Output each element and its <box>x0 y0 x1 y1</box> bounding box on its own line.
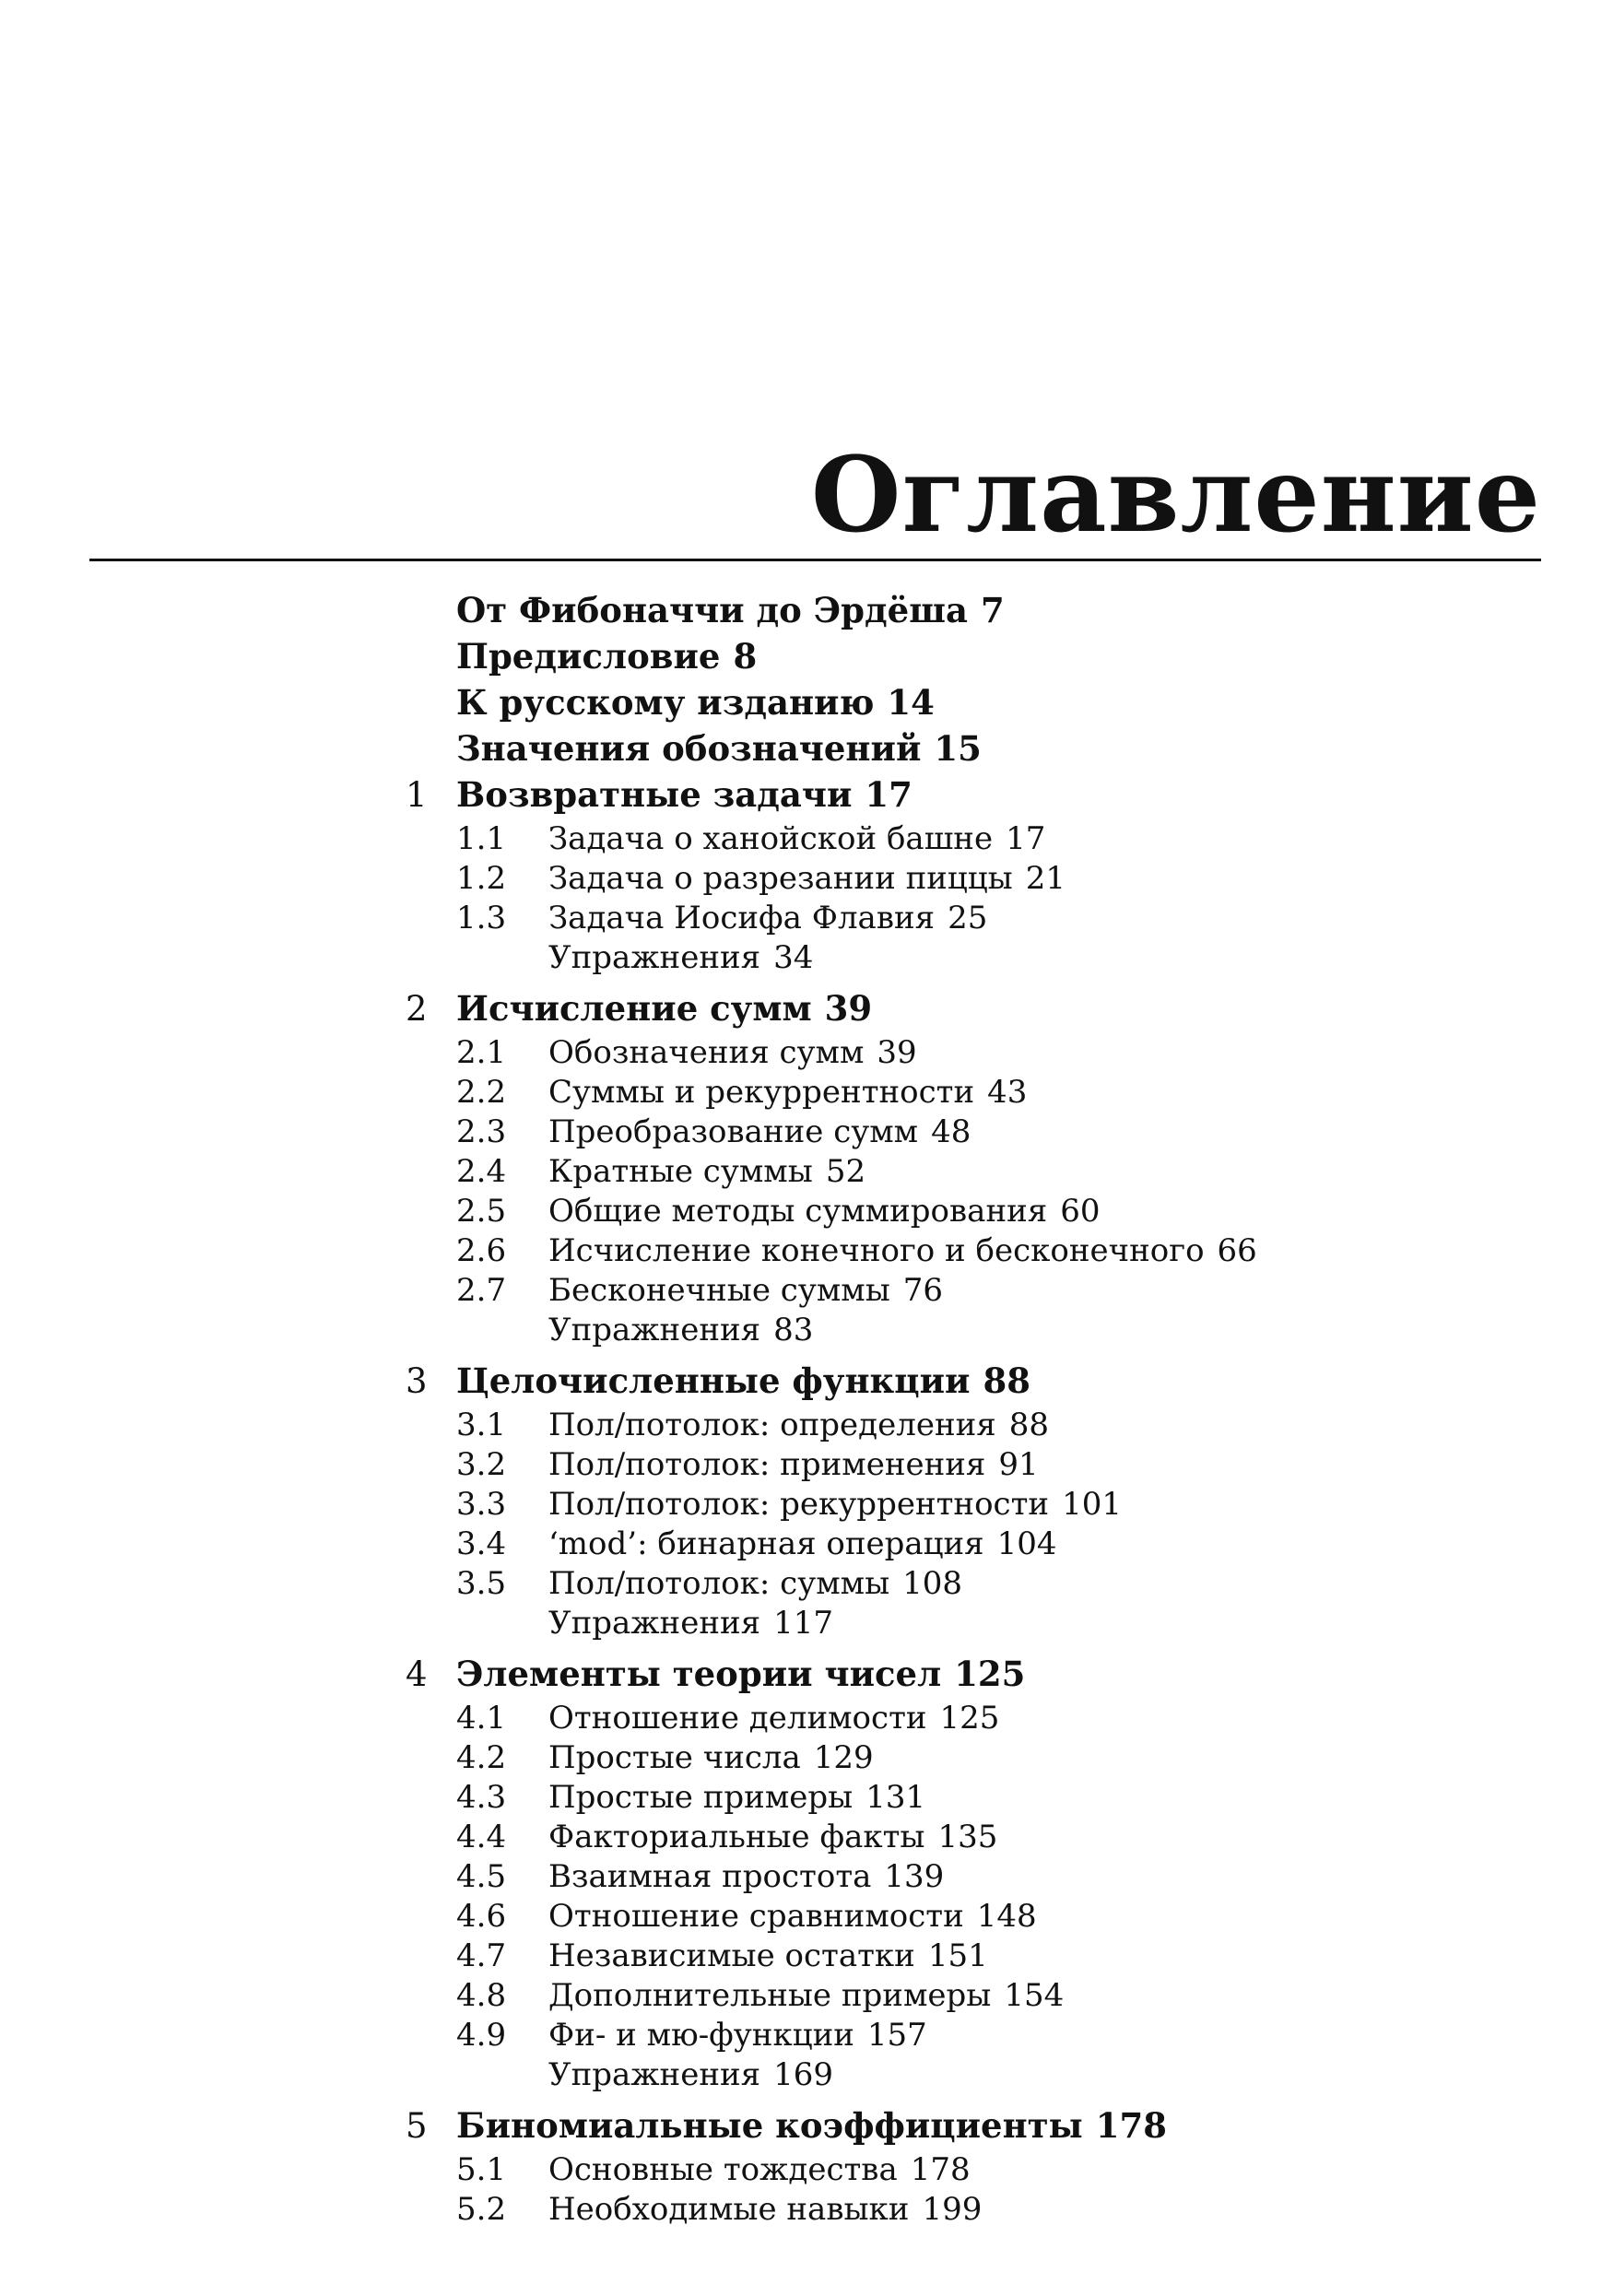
section-title: Кратные суммы <box>548 1153 813 1190</box>
toc-exercises-entry <box>406 2056 1493 2096</box>
section-number: 4.4 <box>456 1819 507 1855</box>
section-title: Дополнительные примеры <box>548 1977 992 2014</box>
section-number: 1.3 <box>456 900 507 936</box>
section-page: 91 <box>998 1446 1039 1483</box>
section-title: Задача Иосифа Флавия <box>548 900 936 936</box>
toc-section-entry <box>406 1525 1493 1565</box>
toc-section-entry <box>406 1819 1493 1858</box>
toc-section-entry <box>406 1486 1493 1525</box>
section-title: Необходимые навыки <box>548 2191 910 2228</box>
toc-front-matter-entry <box>406 636 1493 682</box>
section-page: 34 <box>773 939 814 976</box>
section-page: 125 <box>939 1700 1000 1737</box>
section-page: 178 <box>910 2151 971 2188</box>
toc-section-entry <box>406 1858 1493 1898</box>
section-page: 151 <box>927 1937 988 1974</box>
page-title: Оглавление <box>810 435 1541 556</box>
section-page: 76 <box>902 1272 944 1309</box>
section-page: 117 <box>773 1605 834 1642</box>
section-page: 104 <box>996 1525 1057 1562</box>
section-title: Пол/потолок: определения <box>548 1407 996 1443</box>
section-number: 2.5 <box>456 1193 507 1230</box>
section-number: 5.2 <box>456 2191 507 2228</box>
section-page: 52 <box>825 1153 866 1190</box>
section-page: 101 <box>1062 1486 1122 1523</box>
chapter-page: 88 <box>983 1360 1030 1401</box>
section-title: Пол/потолок: применения <box>548 1446 986 1483</box>
section-page: 154 <box>1004 1977 1065 2014</box>
section-number: 5.1 <box>456 2151 507 2188</box>
section-number: 3.4 <box>456 1525 507 1562</box>
toc-section-entry <box>406 1977 1493 2017</box>
chapter-number: 4 <box>406 1654 428 1694</box>
section-title: Исчисление конечного и бесконечного <box>548 1232 1205 1269</box>
section-page: 139 <box>884 1858 945 1895</box>
chapter-title: Целочисленные функции <box>456 1360 971 1401</box>
section-title: Преобразование сумм <box>548 1113 919 1150</box>
chapter-number: 1 <box>406 775 428 815</box>
entry-page: 8 <box>733 636 758 677</box>
chapter-number: 2 <box>406 989 428 1029</box>
chapter-number: 3 <box>406 1361 428 1401</box>
entry-page: 14 <box>887 682 935 723</box>
toc-section-entry <box>406 900 1493 939</box>
section-number: 2.3 <box>456 1113 507 1150</box>
section-number: 4.7 <box>456 1937 507 1974</box>
section-page: 148 <box>976 1898 1037 1935</box>
section-title: Независимые остатки <box>548 1937 915 1974</box>
toc-section-entry <box>406 2151 1493 2191</box>
entry-title: Значения обозначений <box>456 728 922 769</box>
table-of-contents <box>406 590 1493 2231</box>
section-page: 83 <box>773 1312 814 1348</box>
toc-chapter-entry <box>406 1360 1493 1407</box>
section-number: 2.7 <box>456 1272 507 1309</box>
section-number: 2.6 <box>456 1232 507 1269</box>
chapter-page: 17 <box>865 774 912 815</box>
toc-section-entry <box>406 1407 1493 1446</box>
toc-exercises-entry <box>406 939 1493 979</box>
section-page: 66 <box>1217 1232 1257 1269</box>
section-title: Пол/потолок: рекуррентности <box>548 1486 1050 1523</box>
toc-chapter-entry <box>406 1654 1493 1700</box>
section-page: 88 <box>1008 1407 1049 1443</box>
section-title: Пол/потолок: суммы <box>548 1565 890 1602</box>
entry-page: 15 <box>934 728 982 769</box>
toc-chapter-entry <box>406 774 1493 820</box>
section-title: Упражнения <box>548 939 761 976</box>
chapter-title: Исчисление сумм <box>456 988 812 1029</box>
toc-exercises-entry <box>406 1605 1493 1644</box>
entry-title: Предисловие <box>456 636 721 677</box>
section-page: 21 <box>1025 860 1066 897</box>
section-title: Упражнения <box>548 1605 761 1642</box>
toc-section-entry <box>406 1272 1493 1312</box>
section-title: Обозначения сумм <box>548 1034 865 1071</box>
section-page: 157 <box>866 2017 927 2054</box>
section-title: Суммы и рекуррентности <box>548 1074 975 1111</box>
section-number: 4.8 <box>456 1977 507 2014</box>
toc-section-entry <box>406 820 1493 860</box>
entry-page: 7 <box>980 590 1005 630</box>
toc-section-entry <box>406 2017 1493 2056</box>
toc-exercises-entry <box>406 1312 1493 1351</box>
section-number: 4.1 <box>456 1700 507 1737</box>
section-number: 3.1 <box>456 1407 507 1443</box>
toc-section-entry <box>406 1700 1493 1739</box>
toc-section-entry <box>406 1193 1493 1232</box>
toc-section-entry <box>406 1937 1493 1977</box>
chapter-title: Биномиальные коэффициенты <box>456 2105 1083 2146</box>
toc-section-entry <box>406 1113 1493 1153</box>
toc-front-matter-entry <box>406 728 1493 774</box>
section-title: Отношение делимости <box>548 1700 927 1737</box>
chapter-page: 39 <box>824 988 873 1029</box>
section-number: 4.2 <box>456 1739 507 1776</box>
section-title: ‘mod’: бинарная операция <box>548 1525 984 1562</box>
section-page: 39 <box>877 1034 917 1071</box>
section-number: 3.3 <box>456 1486 507 1523</box>
section-title: Общие методы суммирования <box>548 1193 1048 1230</box>
section-number: 4.9 <box>456 2017 507 2054</box>
toc-front-matter-entry <box>406 682 1493 728</box>
section-number: 3.2 <box>456 1446 507 1483</box>
section-page: 25 <box>948 900 988 936</box>
title-rule <box>89 559 1541 561</box>
section-number: 2.2 <box>456 1074 507 1111</box>
toc-chapter-entry <box>406 988 1493 1034</box>
section-number: 4.6 <box>456 1898 507 1935</box>
section-number: 4.5 <box>456 1858 507 1895</box>
section-title: Отношение сравнимости <box>548 1898 964 1935</box>
toc-section-entry <box>406 1153 1493 1193</box>
toc-section-entry <box>406 860 1493 900</box>
section-title: Упражнения <box>548 2056 761 2093</box>
chapter-title: Элементы теории чисел <box>456 1654 942 1694</box>
toc-section-entry <box>406 1779 1493 1819</box>
toc-section-entry <box>406 1898 1493 1937</box>
section-number: 4.3 <box>456 1779 507 1816</box>
toc-section-entry <box>406 2191 1493 2231</box>
section-page: 135 <box>937 1819 998 1855</box>
section-number: 2.4 <box>456 1153 507 1190</box>
section-title: Взаимная простота <box>548 1858 872 1895</box>
chapter-number: 5 <box>406 2106 428 2146</box>
chapter-title: Возвратные задачи <box>456 774 853 815</box>
section-title: Упражнения <box>548 1312 761 1348</box>
section-page: 17 <box>1006 820 1046 857</box>
section-page: 43 <box>987 1074 1028 1111</box>
toc-section-entry <box>406 1232 1493 1272</box>
section-title: Простые числа <box>548 1739 801 1776</box>
section-page: 60 <box>1060 1193 1101 1230</box>
section-page: 199 <box>922 2191 983 2228</box>
toc-section-entry <box>406 1074 1493 1113</box>
section-page: 131 <box>865 1779 926 1816</box>
section-title: Простые примеры <box>548 1779 854 1816</box>
chapter-page: 125 <box>954 1654 1026 1694</box>
section-number: 3.5 <box>456 1565 507 1602</box>
section-title: Факториальные факты <box>548 1819 925 1855</box>
entry-title: К русскому изданию <box>456 682 875 723</box>
toc-front-matter-entry <box>406 590 1493 636</box>
toc-section-entry <box>406 1565 1493 1605</box>
section-page: 169 <box>773 2056 834 2093</box>
section-title: Основные тождества <box>548 2151 898 2188</box>
section-number: 1.2 <box>456 860 507 897</box>
section-number: 2.1 <box>456 1034 507 1071</box>
section-title: Бесконечные суммы <box>548 1272 890 1309</box>
section-title: Задача о ханойской башне <box>548 820 994 857</box>
section-number: 1.1 <box>456 820 507 857</box>
toc-chapter-entry <box>406 2105 1493 2151</box>
toc-section-entry <box>406 1739 1493 1779</box>
entry-title: От Фибоначчи до Эрдёша <box>456 590 968 630</box>
section-page: 129 <box>813 1739 874 1776</box>
section-title: Задача о разрезании пиццы <box>548 860 1013 897</box>
chapter-page: 178 <box>1095 2105 1167 2146</box>
section-page: 48 <box>931 1113 971 1150</box>
section-title: Фи- и мю-функции <box>548 2017 854 2054</box>
toc-section-entry <box>406 1446 1493 1486</box>
toc-section-entry <box>406 1034 1493 1074</box>
section-page: 108 <box>902 1565 963 1602</box>
